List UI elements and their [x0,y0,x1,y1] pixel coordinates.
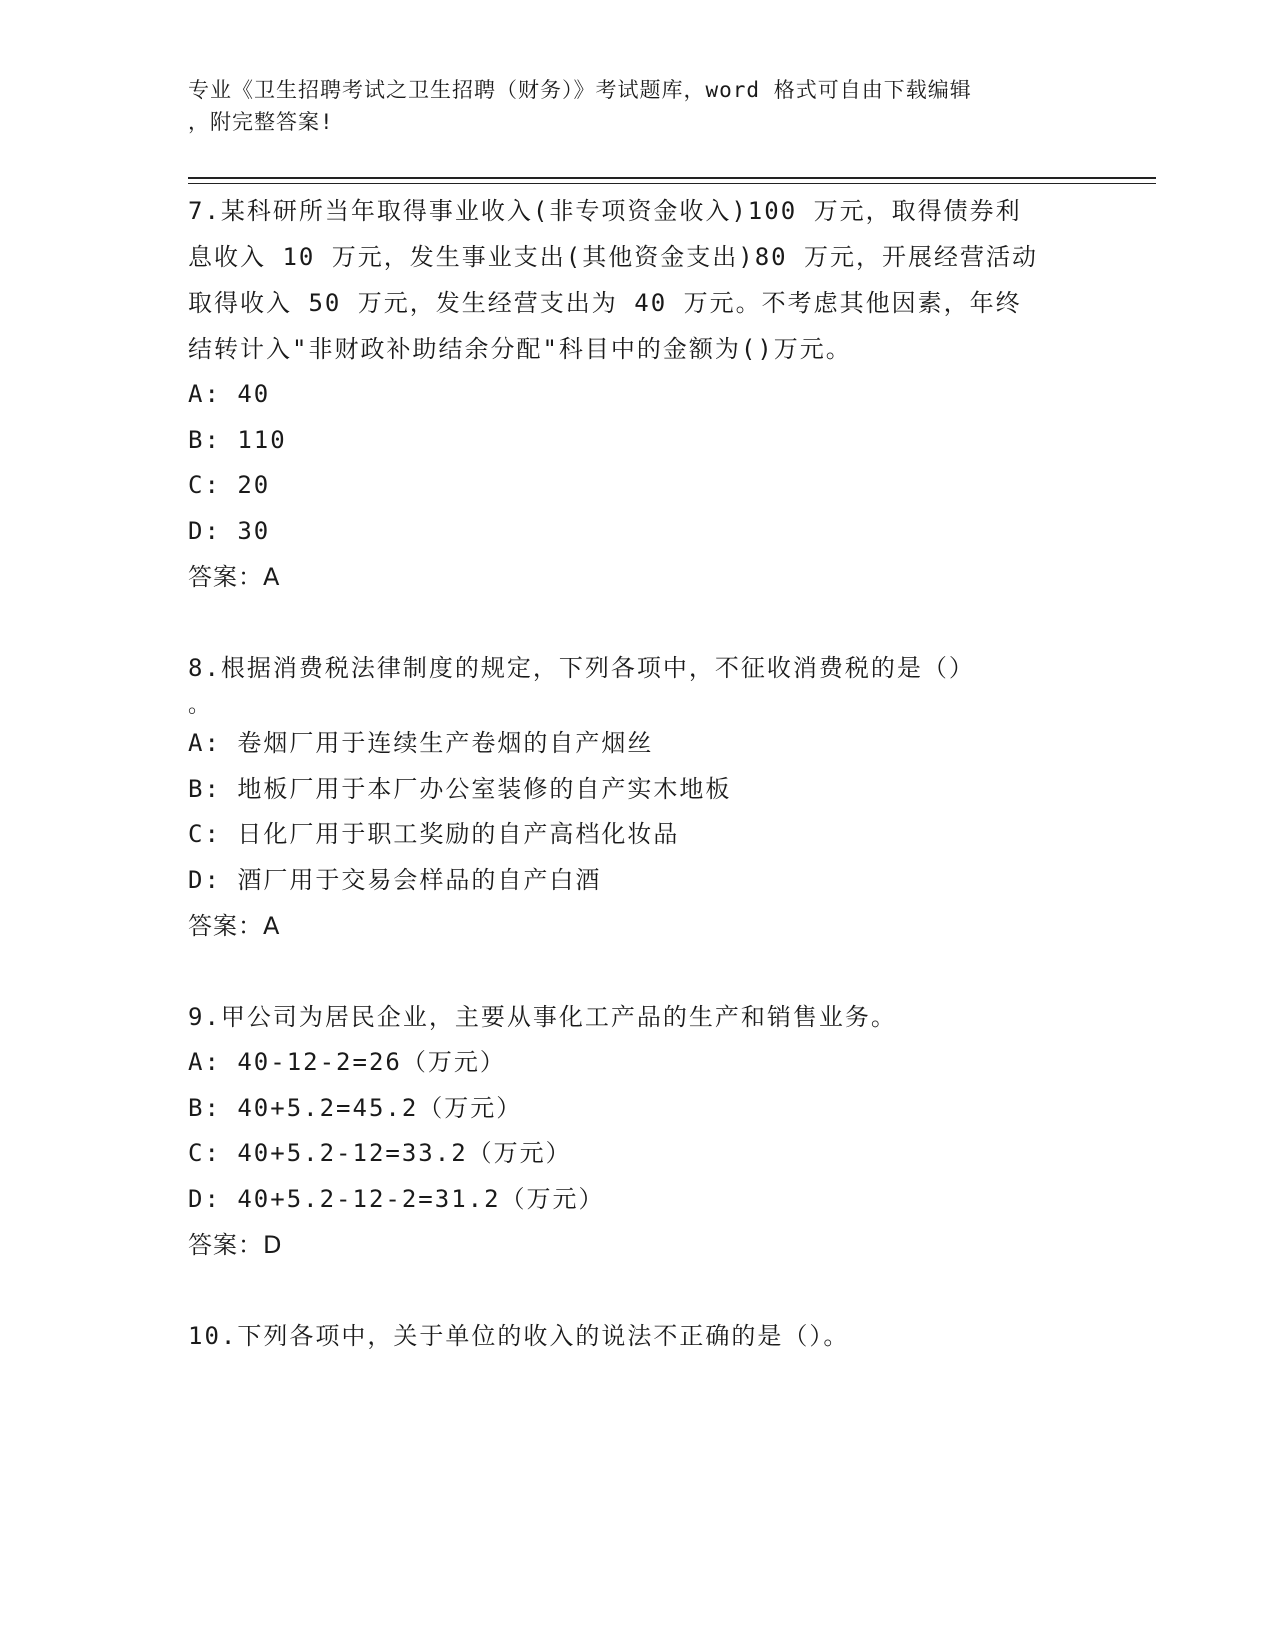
question-spacer [188,949,1088,994]
option-a: A: 卷烟厂用于连续生产卷烟的自产烟丝 [188,729,654,757]
answer-line: 答案：A [188,912,281,940]
question-spacer [188,1268,1088,1313]
option-c: C: 20 [188,471,271,499]
question-stem-line: 取得收入 50 万元，发生经营支出为 40 万元。不考虑其他因素，年终 [188,289,1022,317]
header-divider [188,177,1156,179]
option-b: B: 地板厂用于本厂办公室装修的自产实木地板 [188,774,732,803]
question-10 [188,1313,1088,1359]
question-stem-line: 9.甲公司为居民企业，主要从事化工产品的生产和销售业务。 [188,1003,897,1031]
question-stem-line: 息收入 10 万元，发生事业支出(其他资金支出)80 万元，开展经营活动 [188,243,1039,271]
option-b: B: 40+5.2=45.2（万元） [188,1093,523,1122]
question-list [188,188,1088,1359]
question-spacer [188,600,1088,645]
option-a: A: 40-12-2=26（万元） [188,1048,506,1076]
answer-line: 答案：A [188,563,281,591]
question-stem-line: 8.根据消费税法律制度的规定，下列各项中，不征收消费税的是（） [188,654,975,682]
option-a: A: 40 [188,380,271,408]
option-c: C: 日化厂用于职工奖励的自产高档化妆品 [188,820,680,848]
answer-line: 答案：D [188,1231,283,1259]
question-stem-line: 7.某科研所当年取得事业收入(非专项资金收入)100 万元，取得债券利 [188,197,1022,225]
option-d: D: 40+5.2-12-2=31.2（万元） [188,1184,605,1213]
question-stem-line: 结转计入"非财政补助结余分配"科目中的金额为()万元。 [188,335,852,363]
question-stem-tail: 。 [188,693,213,718]
header-divider-thin [188,183,1156,184]
option-d: D: 30 [188,516,271,545]
question-stem-line: 10.下列各项中，关于单位的收入的说法不正确的是（）。 [188,1322,850,1350]
header-line: ，附完整答案! [188,110,334,134]
question-7 [188,188,1088,645]
option-d: D: 酒厂用于交易会样品的自产白酒 [188,865,602,894]
option-b: B: 110 [188,425,287,454]
header-line: 专业《卫生招聘考试之卫生招聘（财务）》考试题库，word 格式可自由下载编辑 [188,78,972,102]
question-9 [188,994,1088,1313]
option-c: C: 40+5.2-12=33.2（万元） [188,1139,572,1167]
document-header [188,74,1068,138]
question-8 [188,645,1088,994]
